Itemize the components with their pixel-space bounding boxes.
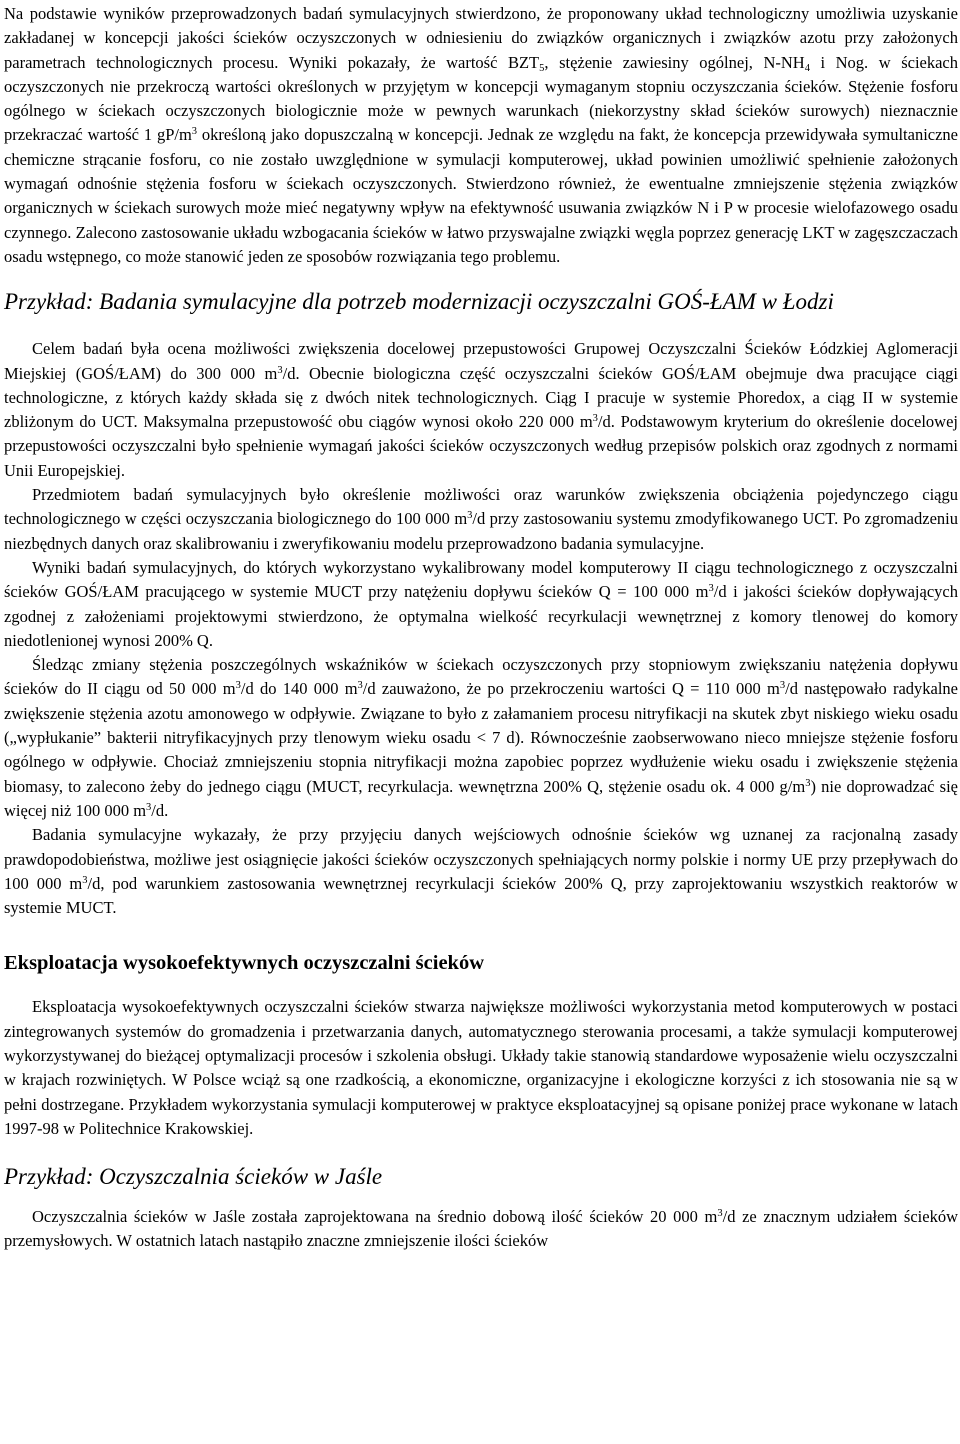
superscript: 3	[146, 801, 152, 813]
superscript: 3	[592, 413, 598, 425]
paragraph-simulation-conclusion	[4, 823, 958, 920]
superscript: 3	[235, 680, 241, 692]
text-run: /d, pod warunkiem zastosowania wewnętrznej recyrkulacji ścieków 200% Q, przy zaprojektowaniu wszystkich reaktorów w systemie MUCT.	[4, 873, 958, 918]
text-run: i Nog. w ściekach oczyszczonych nie przekroczą wartości określonych w przyjętym w koncepcji wymaganym stopniu oczyszczania ścieków. Stężenie fosforu ogólnego w ściekach oczyszczonych biologicznie może w pewnych warunkach (niekorzystny skład ścieków surowych) nieznacznie przekraczać wartość 1 gP/m	[4, 52, 959, 145]
text-run: Śledząc zmiany stężenia poszczególnych wskaźników w ściekach oczyszczonych przy stopniowym zwiększaniu natężenia dopływu ścieków do II ciągu od 50 000 m	[4, 655, 958, 699]
text-run: Badania symulacyjne wykazały, że przy przyjęciu danych wejściowych odnośnie ścieków wg uznanej za racjonalną zasady prawdopodobieństwa, możliwe jest osiągnięcie jakości ścieków oczyszczonych spełniających normy polskie i normy UE przy przepływach do 100 000 m	[4, 825, 958, 893]
superscript: 3	[191, 126, 198, 138]
paragraph-jaslo	[4, 1205, 958, 1254]
text-run: /d następowało radykalne zwiększenie stężenia azotu amonowego w odpływie. Związane to było z załamaniem procesu nitryfikacji na skutek zbyt niskiego wieku osadu („wypłukanie” bakterii nitryfikacyjnych przy tlenowym wieku osadu < 7 d). Równocześnie zaobserwowano nieco mniejsze stężenie fosforu ogólnego w odpływie. Chociaż zmniejszeniu stopnia nitryfikacji można zapobiec poprzez wydłużenie wieku osadu i zwiększenie stężenia biomasy, to zalecono żeby do jednego ciągu (MUCT, recyrkulacja. wewnętrzna 200% Q, stężenie osadu ok. 4 000 g/m	[4, 679, 958, 796]
text-run: , stężenie zawiesiny ogólnej, N-NH	[544, 52, 805, 72]
document-page	[0, 2, 960, 1254]
paragraph-research-results	[4, 556, 958, 653]
text-run: /d do 140 000 m	[240, 679, 358, 699]
text-run: Wyniki badań symulacyjnych, do których wykorzystano wykalibrowany model komputerowy II ciągu technologicznego z oczyszczalni ścieków GOŚ/ŁAM pracującego w systemie MUCT przy natężeniu dopływu ścieków Q = 100 000 m	[4, 557, 958, 602]
text-run: /d. Obecnie biologiczna część oczyszczalni ścieków GOŚ/ŁAM obejmuje dwa pracujące ciągi technologiczne, z których każdy składa się z dwóch nitek technologicznych. Ciąg I pracuje w systemie Phoredox, a ciąg II w systemie zbliżonym do UCT. Maksymalna przepustowość obu ciągów wynosi około 220 000 m	[4, 363, 958, 432]
paragraph-operation: Eksploatacja wysokoefektywnych oczyszczalni ścieków stwarza największe możliwości wykorzystania metod komputerowych w postaci zintegrowanych systemów do gromadzenia i przetwarzania danych, automatycznego sterowania procesami, a także symulacji komputerowej wykorzystywanej do bieżącej optymalizacji procesów i szkolenia obsługi. Układy takie stanowią standardowe wyposażenie wielu oczyszczalni w krajach rozwiniętych. W Polsce wciąż są one rzadkością, a ekonomiczne, organizacyjne i ekologiczne korzyści z ich stosowania nie są w pełni dostrzegane. Przykładem wykorzystania symulacji komputerowej w praktyce eksploatacyjnej są opisane poniżej prace wykonane w latach 1997-98 w Politechnice Krakowskiej.	[4, 997, 958, 1138]
text-run: określoną jako dopuszczalną w koncepcji. Jednak ze względu na fakt, że koncepcja przewidywała symultaniczne chemiczne strącanie fosforu, co nie zostało uwzględnione w symulacji komputerowej, układ powinien umożliwić spełnienie założonych wymagań odnośnie stężenia fosforu w ściekach oczyszczonych. Stwierdzono również, że ewentualne zmniejszenie stężenia związków organicznych w ściekach surowych może mieć negatywny wpływ na efektywność usuwania związków N i P w procesie wielofazowego osadu czynnego. Zalecono zastosowanie układu wzbogacania ścieków w łatwo przyswajalne związki węgla poprzez generację LKT w zagęszczaczach osadu wstępnego, co może stanowić jeden ze sposobów rozwiązania tego problemu.	[4, 125, 958, 266]
paragraph-research-goal	[4, 337, 958, 483]
subscript: 4	[804, 62, 810, 74]
text-run: ) nie doprowadzać się więcej niż 100 000 m	[4, 776, 959, 820]
text-run: /d przy zastosowaniu systemu zmodyfikowanego UCT. Po zgromadzeniu niezbędnych danych oraz skalibrowaniu i zweryfikowaniu modelu przeprowadzono badania symulacyjne.	[4, 509, 958, 553]
section-heading-lodz-example: Przykład: Badania symulacyjne dla potrzeb modernizacji oczyszczalni GOŚ-ŁAM w Łodzi	[4, 289, 834, 315]
superscript: 3	[708, 583, 714, 595]
superscript: 3	[357, 680, 363, 692]
text-run: Na podstawie wyników przeprowadzonych badań symulacyjnych stwierdzono, że proponowany układ technologiczny umożliwia uzyskanie zakładanej w koncepcji jakości ścieków oczyszczonych w odniesieniu do związków organicznych i związków azotu przy założonych parametrach technologicznych procesu. Wyniki pokazały, że wartość BZT	[4, 4, 958, 72]
text-run: Celem badań była ocena możliwości zwiększenia docelowej przepustowości Grupowej Oczyszczalni Ścieków Łódzkiej Aglomeracji Miejskiej (GOŚ/ŁAM) do 300 000 m	[4, 339, 958, 383]
superscript: 3	[805, 777, 811, 789]
superscript: 3	[277, 364, 283, 376]
section-heading-jaslo-example: Przykład: Oczyszczalnia ścieków w Jaśle	[4, 1164, 383, 1190]
text-run: Oczyszczalnia ścieków w Jaśle została zaprojektowana na średnio dobową ilość ścieków 20 000 m	[32, 1207, 718, 1227]
text-run: /d i jakości ścieków dopływających zgodnej z założeniami projektowymi stwierdzono, że optymalna wielkość recyrkulacji wewnętrznej z komory tlenowej do komory niedotlenionej wynosi 200% Q.	[4, 582, 958, 650]
paragraph-research-subject	[4, 483, 958, 556]
text-run: /d. Podstawowym kryterium do określenie docelowej przepustowości oczyszczalni było spełnienie wymagań jakości ścieków oczyszczonych według przepisów polskich oraz zgodnych z normami Unii Europejskiej.	[4, 412, 958, 480]
paragraph-simulation-results	[4, 2, 958, 269]
paragraph-concentration-tracking	[4, 653, 958, 823]
superscript: 3	[467, 510, 473, 522]
text-run: Przedmiotem badań symulacyjnych było określenie możliwości oraz warunków zwiększenia obciążenia pojedynczego ciągu technologicznego w części oczyszczania biologicznego do 100 000 m	[4, 485, 958, 529]
superscript: 3	[779, 680, 786, 692]
text-run: /d.	[151, 800, 169, 820]
subscript: 5	[539, 62, 545, 74]
text-run: /d ze znacznym udziałem ścieków przemysłowych. W ostatnich latach nastąpiło znaczne zmniejszenie ilości ścieków	[4, 1207, 958, 1251]
text-run: /d zauważono, że po przekroczeniu wartości Q = 110 000 m	[362, 679, 780, 699]
superscript: 3	[717, 1208, 723, 1220]
section-heading-operation: Eksploatacja wysokoefektywnych oczyszczalni ścieków	[4, 952, 485, 975]
superscript: 3	[82, 874, 88, 886]
